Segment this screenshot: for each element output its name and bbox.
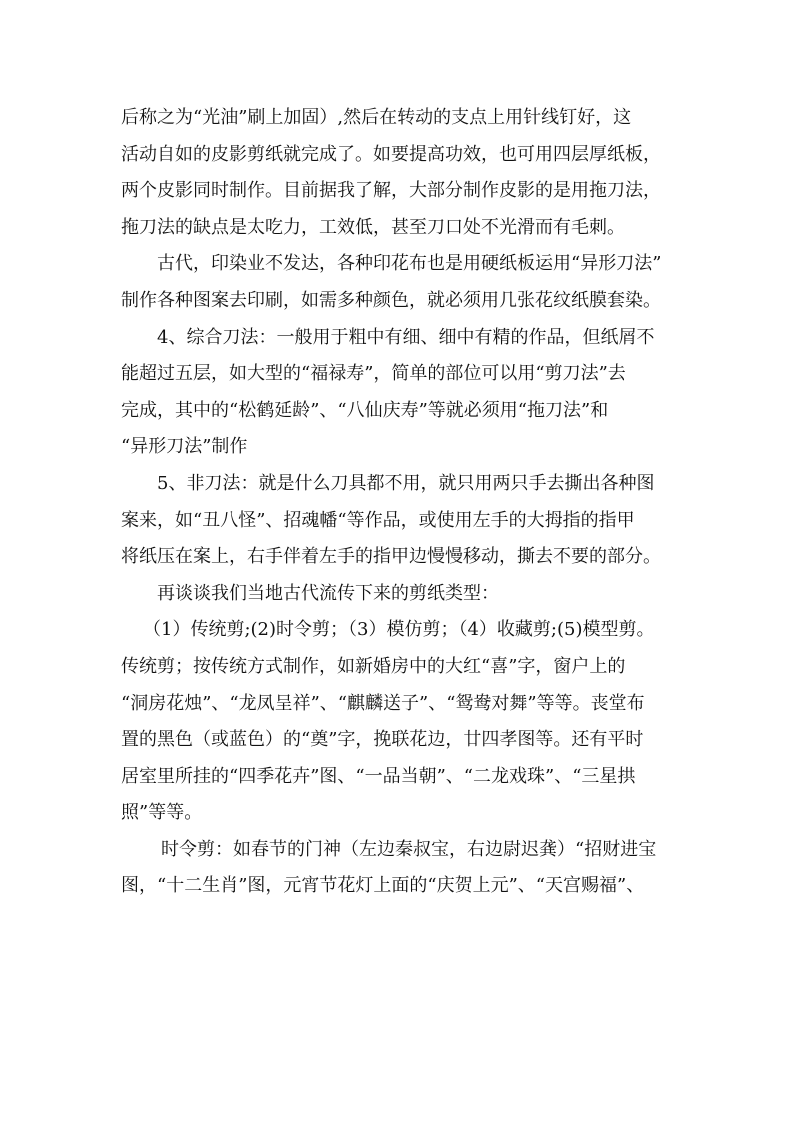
text-line: 两个皮影同时制作。目前据我了解，大部分制作皮影的是用拖刀法，	[121, 180, 661, 202]
text-line: 再谈谈我们当地古代流传下来的剪纸类型：	[157, 582, 499, 604]
text-line: 5、非刀法：就是什么刀具都不用，就只用两只手去撕出各种图	[157, 472, 655, 494]
text-line: 完成，其中的“松鹤延龄”、“八仙庆寿”等就必须用“拖刀法”和	[121, 399, 609, 421]
text-line: 居室里所挂的“四季花卉”图、“一品当朝”、“二龙戏珠”、“三星拱	[121, 765, 636, 787]
text-line: 活动自如的皮影剪纸就完成了。如要提高功效，也可用四层厚纸板，	[121, 143, 661, 165]
text-line: 4、综合刀法：一般用于粗中有细、细中有精的作品，但纸屑不	[157, 326, 655, 348]
text-line: 置的黑色（或蓝色）的“奠”字，挽联花边，廿四孝图等。还有平时	[121, 729, 644, 751]
body-text	[121, 100, 681, 905]
text-line: 将纸压在案上，右手伴着左手的指甲边慢慢移动，撕去不要的部分。	[121, 546, 661, 568]
text-line: 图，“十二生肖”图，元宵节花灯上面的“庆贺上元”、“天宫赐福”、	[121, 875, 645, 897]
text-line: 后称之为“光油”刷上加固）,然后在转动的支点上用针线钉好，这	[121, 107, 632, 128]
text-line: 案来，如“丑八怪”、招魂幡“等作品，或使用左手的大拇指的指甲	[121, 509, 635, 531]
text-line: 传统剪；按传统方式制作，如新婚房中的大红“喜”字，窗户上的	[121, 655, 626, 677]
text-line: 古代，印染业不发达，各种印花布也是用硬纸板运用“异形刀法”	[157, 253, 662, 275]
text-line: “异形刀法”制作	[121, 436, 248, 458]
text-line: 时令剪：如春节的门神（左边秦叔宝，右边尉迟龚）“招财进宝	[161, 838, 657, 860]
text-line: 能超过五层，如大型的“福禄寿”，简单的部位可以用“剪刀法”去	[121, 363, 626, 385]
text-line: 拖刀法的缺点是太吃力，工效低，甚至刀口处不光滑而有毛刺。	[121, 216, 625, 238]
text-line: “洞房花烛”、“龙凤呈祥”、“麒麟送子”、“鸳鸯对舞”等等。丧堂布	[121, 692, 645, 714]
text-line: （1）传统剪;(2)时令剪；（3）模仿剪；（4）收藏剪;(5)模型剪。	[143, 619, 655, 641]
text-line: 制作各种图案去印刷，如需多种颜色，就必须用几张花纹纸膜套染。	[121, 289, 661, 311]
text-line: 照”等等。	[121, 802, 203, 824]
